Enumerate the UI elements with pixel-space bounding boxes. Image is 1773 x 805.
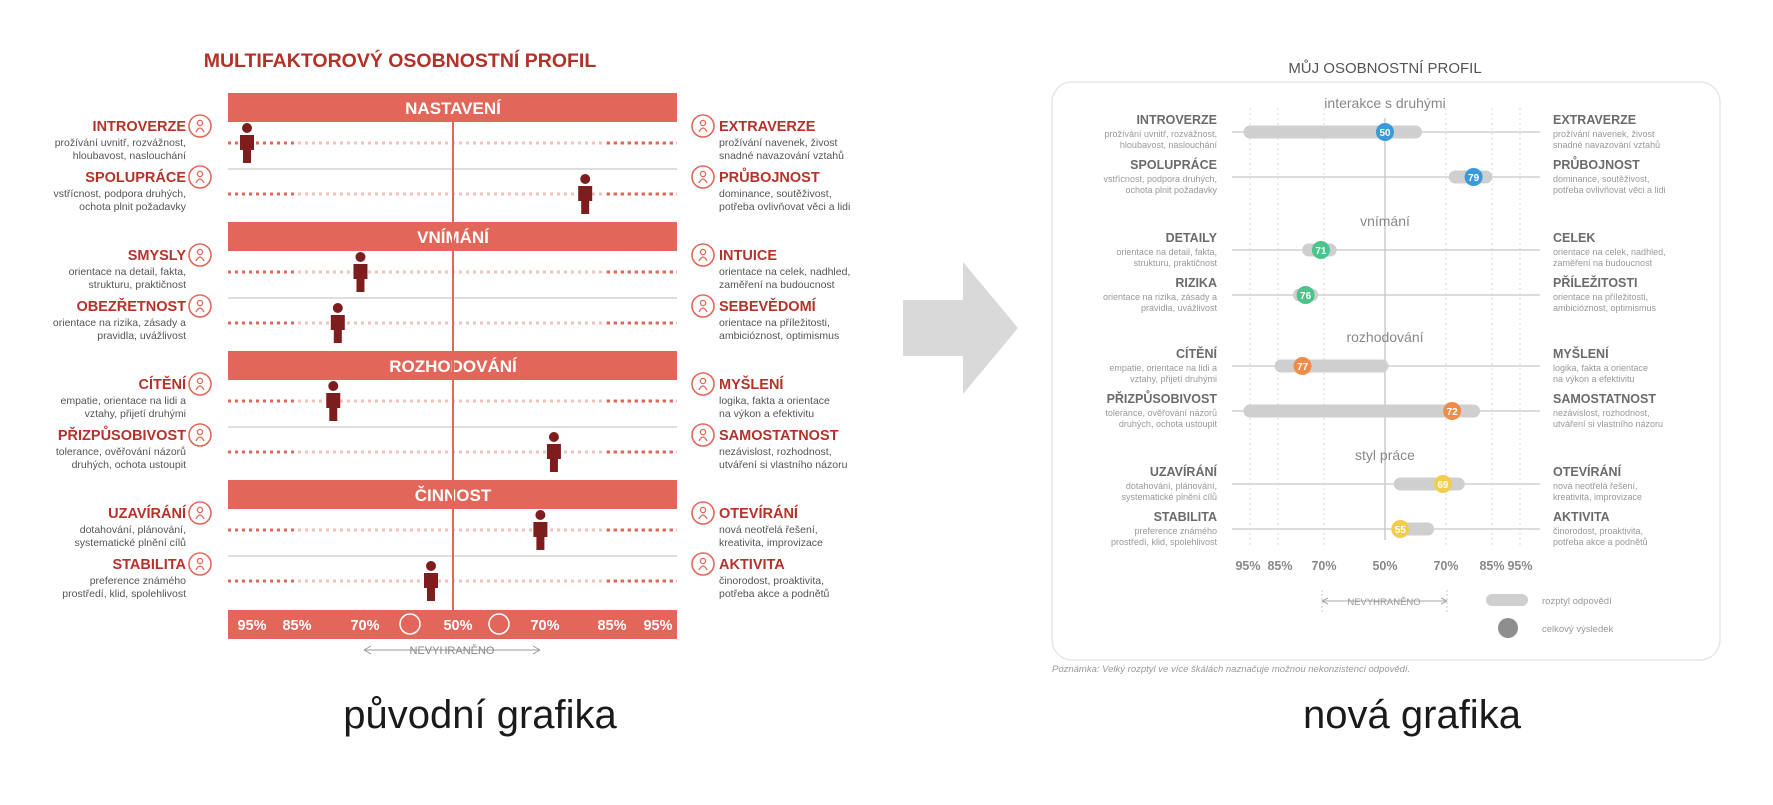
profile-figure-body [326,393,340,421]
left-pole-desc: orientace na rizika, zásady a [1102,292,1217,302]
profile-figure-head [328,381,338,391]
profile-figure [424,561,438,601]
left-pole-desc: druhých, ochota ustoupit [71,459,186,471]
right-pole-label: SAMOSTATNOST [719,428,839,444]
axis-tick-label: 70% [530,618,560,634]
right-pole-desc: logika, fakta a orientace [719,395,830,407]
profile-figure-head [242,123,252,133]
new-axis-tick-label: 95% [1235,559,1261,573]
score-value: 69 [1437,480,1449,491]
profile-figure-head [426,561,436,571]
left-pole-desc: vstřícnost, podpora druhých, [53,188,186,200]
profile-figure-head [580,174,590,184]
left-pole-desc: druhých, ochota ustoupit [1118,419,1217,429]
new-axis-tick-label: 70% [1311,559,1337,573]
left-pole-desc: vztahy, přijetí druhými [84,408,186,420]
original-title: MULTIFAKTOROVÝ OSOBNOSTNÍ PROFIL [203,50,597,72]
right-pole-desc: kreativita, improvizace [719,537,823,549]
left-pole-label: INTROVERZE [1136,113,1217,127]
original-row [54,166,851,214]
group-title: rozhodování [1346,329,1424,345]
transform-arrow [903,262,1018,394]
right-pole-label: MYŠLENÍ [1553,347,1609,361]
left-pole-label: SMYSLY [127,248,186,264]
right-pole-desc: zaměření na budoucnost [719,279,835,291]
original-section [62,480,829,601]
original-row [53,295,839,343]
left-pole-label: OBEZŘETNOST [76,299,186,315]
profile-figure-head [549,432,559,442]
profile-figure-head [355,252,365,262]
right-pole-desc: nezávislost, rozhodnost, [1553,408,1650,418]
axis-tick-label: 85% [597,618,627,634]
right-pole-label: PRŮBOJNOST [1553,158,1640,172]
left-pole-desc: dotahování, plánování, [79,524,186,536]
profile-figure-body [331,315,345,343]
score-value: 76 [1300,291,1312,302]
right-pole-desc: orientace na příležitosti, [1553,292,1649,302]
right-pole-desc: potřeba akce a podnětů [1553,537,1648,547]
left-pole-desc: tolerance, ověřování názorů [1105,408,1217,418]
original-profile [53,48,850,657]
person-badge-icon [692,424,714,446]
right-pole-desc: orientace na celek, nadhled, [1553,247,1666,257]
caption-original: původní grafika [343,693,617,737]
profile-figure [353,252,367,292]
original-row [62,553,829,601]
right-pole-label: CELEK [1553,231,1596,245]
right-pole-label: EXTRAVERZE [1553,113,1637,127]
brain-icon [692,373,714,395]
neutral-label: NEVYHRANĚNO [409,645,495,657]
profile-figure-body [353,264,367,292]
checklist-icon [189,502,211,524]
left-pole-desc: tolerance, ověřování názorů [55,446,186,458]
right-pole-desc: snadné navazování vztahů [719,150,844,162]
left-pole-desc: vztahy, přijetí druhými [1130,374,1217,384]
globe-icon [692,244,714,266]
left-pole-desc: prostředí, klid, spolehlivost [1110,537,1217,547]
original-row [75,502,823,556]
right-pole-label: SAMOSTATNOST [1553,392,1657,406]
left-pole-desc: systematické plnění cílů [1121,492,1217,502]
left-pole-desc: preference známého [1134,526,1217,536]
right-pole-label: PRŮBOJNOST [719,170,820,186]
right-pole-desc: potřeba akce a podnětů [719,588,830,600]
magnifier-icon [189,244,211,266]
extrovert-icon [692,115,714,137]
people-icon [189,166,211,188]
profile-figure [533,510,547,550]
profile-figure [326,381,340,421]
profile-figure-head [535,510,545,520]
left-pole-label: RIZIKA [1175,276,1217,290]
left-pole-desc: dotahování, plánování, [1125,481,1217,491]
score-value: 71 [1315,246,1327,257]
left-pole-desc: orientace na rizika, zásady a [52,317,186,329]
original-row [55,115,844,169]
right-pole-desc: prožívání navenek, živost [1553,129,1655,139]
fighter-icon [692,166,714,188]
right-pole-desc: dominance, soutěživost, [1553,174,1650,184]
right-pole-desc: na výkon a efektivitu [1553,374,1635,384]
new-profile [1052,59,1720,675]
right-pole-desc: orientace na celek, nadhled, [719,266,851,278]
left-pole-desc: prostředí, klid, spolehlivost [62,588,186,600]
score-value: 79 [1468,173,1480,184]
warning-icon [189,295,211,317]
right-pole-desc: prožívání navenek, živost [719,137,838,149]
profile-figure-body [578,186,592,214]
profile-figure-body [547,444,561,472]
right-pole-desc: potřeba ovlivňovat věci a lidi [719,201,851,213]
right-pole-desc: ambicióznost, optimismus [1553,303,1657,313]
left-pole-desc: prožívání uvnitř, rozvážnost, [54,137,186,149]
right-pole-desc: nová neotřelá řešení, [1553,481,1638,491]
profile-figure-body [424,573,438,601]
left-pole-label: PŘIZPŮSOBIVOST [1106,392,1217,406]
new-axis-tick-label: 85% [1479,559,1505,573]
new-axis-tick-label: 50% [1372,559,1398,573]
left-pole-desc: ochota plnit požadavky [79,201,186,213]
profile-figure [578,174,592,214]
right-pole-desc: nová neotřelá řešení, [719,524,818,536]
new-axis-tick-label: 85% [1267,559,1293,573]
original-section [54,93,851,214]
introvert-icon [189,115,211,137]
right-pole-label: OTEVÍRÁNÍ [1553,465,1622,479]
original-section [56,351,848,472]
score-value: 55 [1394,525,1406,536]
right-pole-label: PŘÍLEŽITOSTI [1553,276,1638,290]
left-pole-desc: preference známého [89,575,186,587]
new-neutral-label: NEVYHRANĚNO [1347,597,1421,608]
axis-tick-label: 85% [282,618,312,634]
right-pole-label: SEBEVĚDOMÍ [719,299,816,315]
new-axis-tick-label: 70% [1433,559,1459,573]
caption-new: nová grafika [1303,693,1521,737]
adapt-icon [189,424,211,446]
left-pole-desc: vstřícnost, podpora druhých, [1103,174,1217,184]
legend-total-label: celkový výsledek [1542,624,1614,635]
section-title: NASTAVENÍ [405,99,501,118]
gear-icon [189,553,211,575]
axis-tick-label: 95% [643,618,673,634]
legend-total-swatch [1498,618,1518,638]
left-pole-label: INTROVERZE [92,119,186,135]
profile-figure [547,432,561,472]
left-pole-label: DETAILY [1165,231,1217,245]
right-pole-desc: utváření si vlastního názoru [719,459,848,471]
original-section [53,222,850,343]
right-pole-desc: snadné navazování vztahů [1553,140,1661,150]
left-pole-desc: systematické plnění cílů [74,537,186,549]
right-pole-desc: potřeba ovlivňovat věci a lidi [1553,185,1666,195]
right-pole-label: EXTRAVERZE [719,119,816,135]
original-row [69,244,851,298]
left-pole-label: CÍTĚNÍ [138,377,186,393]
axis-tick-label: 70% [350,618,380,634]
right-pole-desc: utváření si vlastního názoru [1553,419,1664,429]
left-pole-label: STABILITA [1153,510,1217,524]
profile-figure-body [240,135,254,163]
left-pole-desc: empatie, orientace na lidi a [60,395,186,407]
left-pole-desc: ochota plnit požadavky [1125,185,1217,195]
left-pole-label: PŘIZPŮSOBIVOST [57,428,186,444]
left-pole-desc: pravidla, uvážlivost [97,330,186,342]
left-pole-label: UZAVÍRÁNÍ [1149,465,1217,479]
profile-figure [240,123,254,163]
left-pole-desc: hloubavost, naslouchání [1119,140,1217,150]
right-pole-desc: orientace na příležitosti, [719,317,830,329]
left-pole-desc: orientace na detail, fakta, [1116,247,1217,257]
profile-figure [331,303,345,343]
right-pole-desc: logika, fakta a orientace [1553,363,1649,373]
heart-icon [189,373,211,395]
new-axis-tick-label: 95% [1507,559,1533,573]
axis-tick-label: 50% [443,618,473,634]
original-row [61,373,831,427]
right-pole-label: AKTIVITA [719,557,785,573]
group-title: styl práce [1355,447,1415,463]
left-pole-desc: pravidla, uvážlivost [1140,303,1217,313]
group-title: interakce s druhými [1324,95,1446,111]
right-pole-desc: dominance, soutěživost, [719,188,832,200]
profile-figure-body [533,522,547,550]
new-note: Poznámka: Velký rozptyl ve více škálách naznačuje možnou nekonzistenci odpovědí. [1052,664,1411,675]
right-pole-desc: ambicióznost, optimismus [719,330,840,342]
right-pole-label: MYŠLENÍ [719,377,784,393]
left-pole-label: STABILITA [112,557,186,573]
umbrella-icon [692,295,714,317]
left-pole-desc: prožívání uvnitř, rozvážnost, [1104,129,1217,139]
left-pole-desc: hloubavost, naslouchání [72,150,186,162]
bulb-icon [692,502,714,524]
right-pole-desc: činorodost, proaktivita, [1553,526,1644,536]
score-value: 72 [1446,407,1458,418]
score-value: 77 [1296,362,1309,373]
right-pole-desc: nezávislost, rozhodnost, [719,446,832,458]
left-pole-desc: orientace na detail, fakta, [68,266,186,278]
right-pole-desc: na výkon a efektivitu [719,408,815,420]
left-pole-desc: strukturu, praktičnost [88,279,186,291]
profile-figure-head [333,303,343,313]
right-pole-desc: činorodost, proaktivita, [719,575,825,587]
runner-icon [692,553,714,575]
group-title: vnímání [1360,213,1410,229]
right-pole-label: OTEVÍRÁNÍ [719,506,798,522]
section-title: ČINNOST [414,486,492,505]
score-value: 50 [1379,128,1391,139]
left-pole-desc: empatie, orientace na lidi a [1109,363,1217,373]
left-pole-label: SPOLUPRÁCE [1130,158,1217,172]
right-pole-label: INTUICE [719,248,777,264]
right-pole-label: AKTIVITA [1553,510,1610,524]
left-pole-label: CÍTĚNÍ [1176,347,1217,361]
left-pole-label: UZAVÍRÁNÍ [108,506,186,522]
legend-range-label: rozptyl odpovědí [1542,596,1612,607]
left-pole-desc: strukturu, praktičnost [1133,258,1217,268]
right-pole-desc: kreativita, improvizace [1553,492,1643,502]
right-pole-desc: zaměření na budoucnost [1553,258,1653,268]
section-title: VNÍMÁNÍ [417,228,489,247]
left-pole-label: SPOLUPRÁCE [85,170,186,186]
new-title: MŮJ OSOBNOSTNÍ PROFIL [1288,60,1482,77]
axis-tick-label: 95% [237,618,267,634]
original-row [56,424,848,472]
section-title: ROZHODOVÁNÍ [389,357,517,376]
